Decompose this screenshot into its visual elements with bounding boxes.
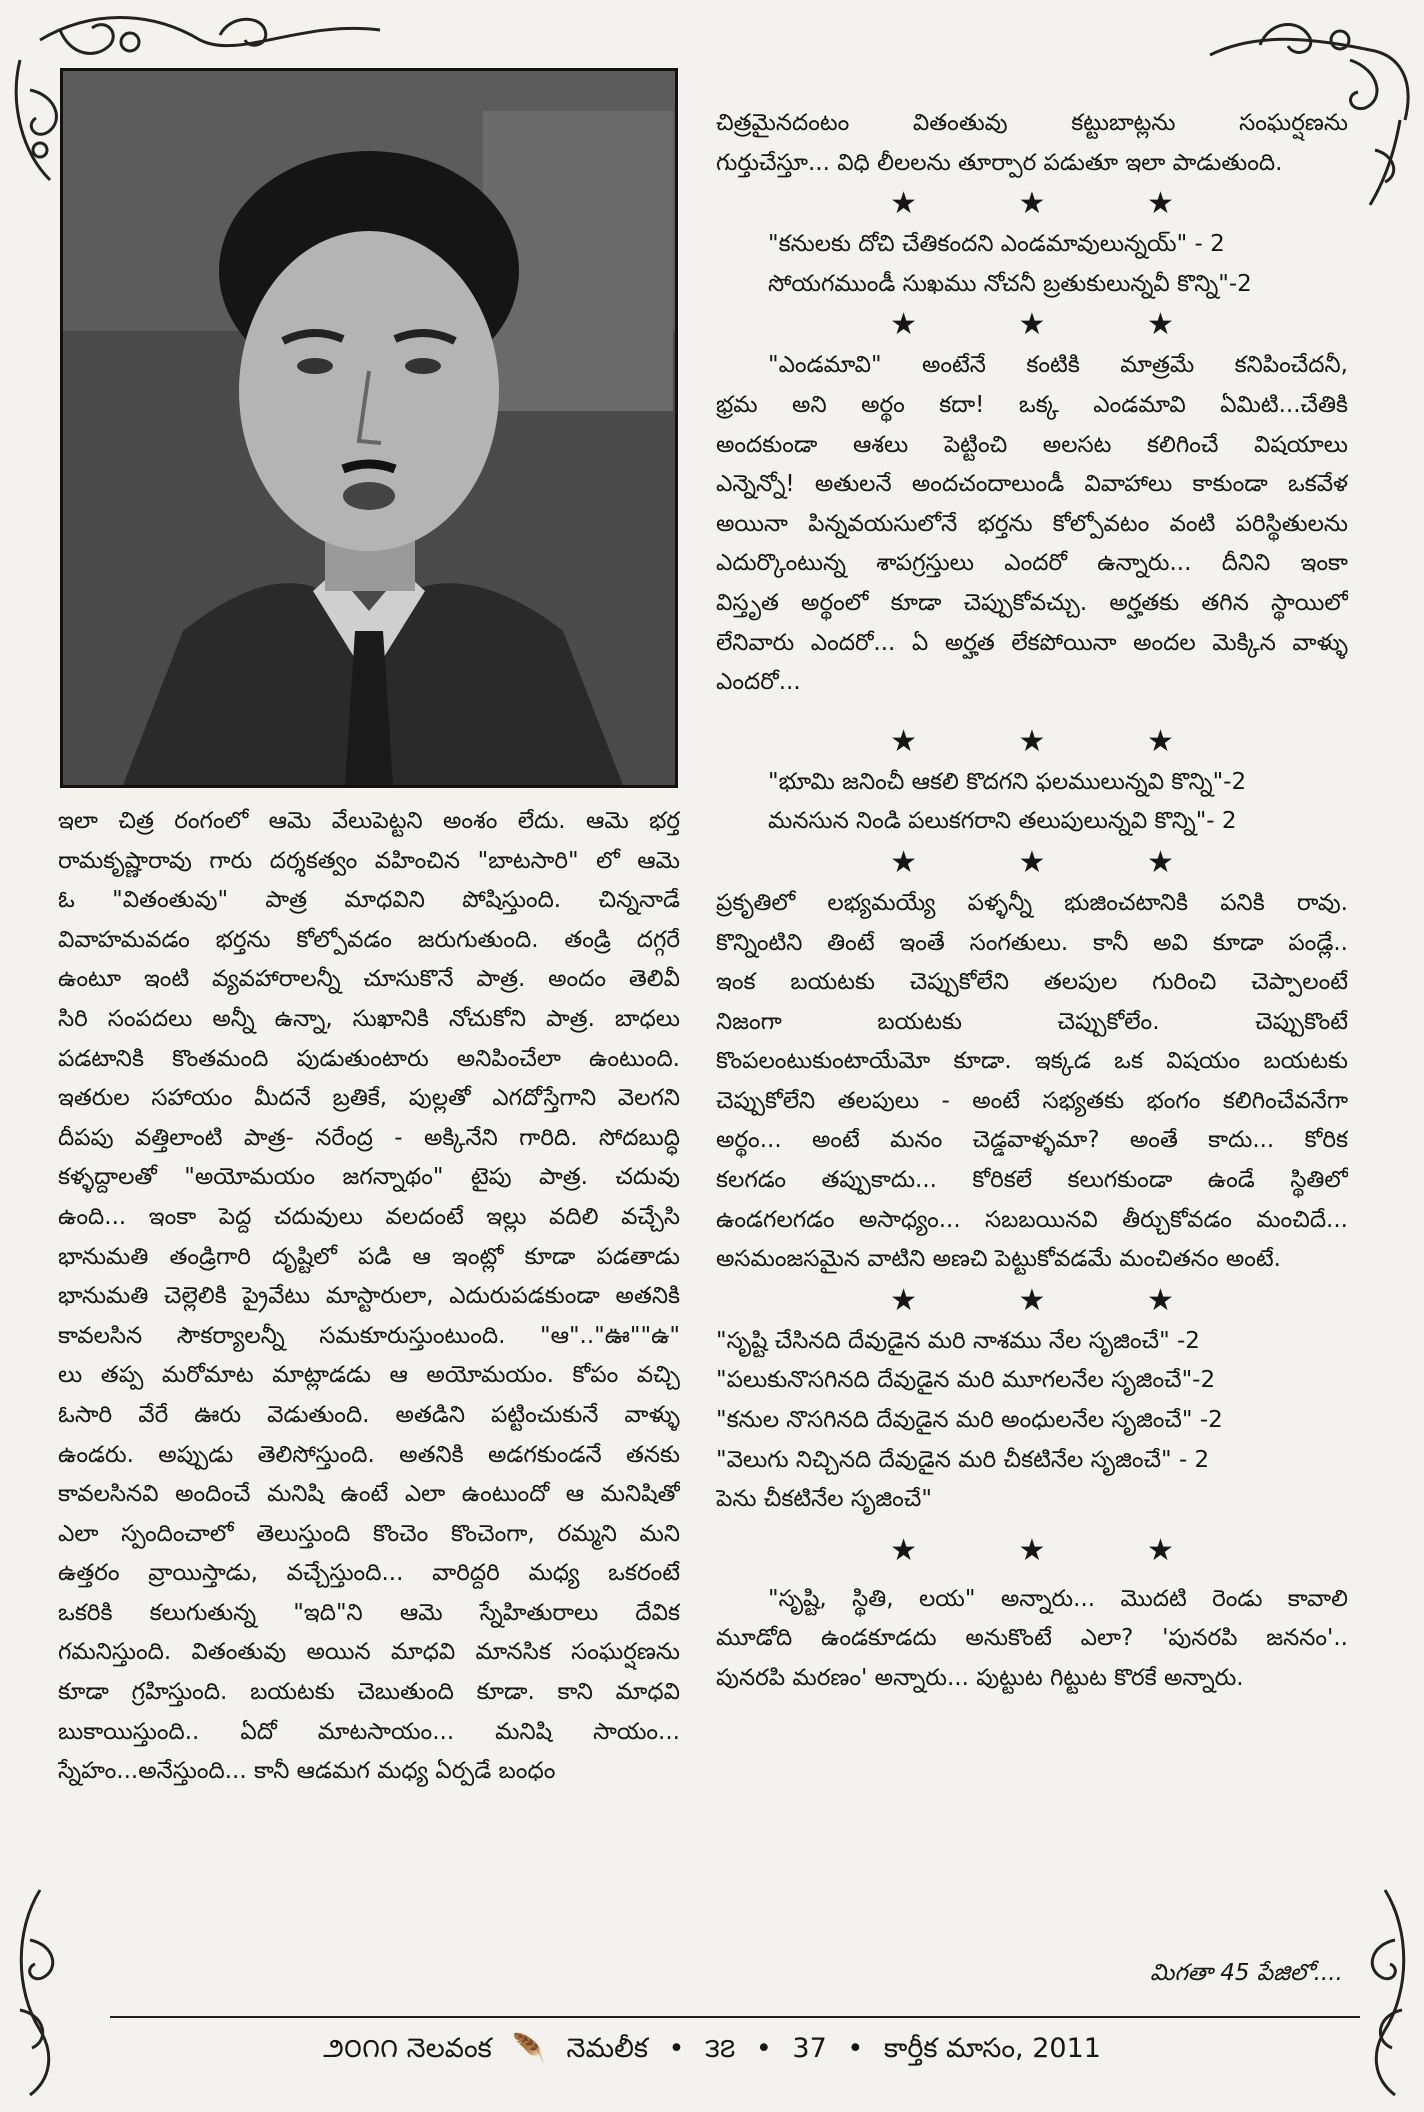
body-text-line: ఉండగలగడం అసాధ్యం... సబబయినవి తీర్చుకోవడం మంచిదే... (716, 1206, 1348, 1233)
body-text-line: ఉత్తరం వ్రాయిస్తాడు, వచ్చేస్తుంది... వారిద్దరి మధ్య ఒకరంటే (58, 1560, 680, 1587)
body-text-line: ఇంక బయటకు చెప్పుకోలేని తలపుల గురించి చెప్పాలంటే (716, 969, 1348, 996)
body-text-line: ఎలా స్పందించాలో తెలుస్తుంది కొంచెం కొంచెంగా, రమ్మని మని (58, 1520, 680, 1547)
section-separator-stars: ★ ★ ★ (890, 844, 1220, 880)
body-text-line: ఎందరో... (716, 669, 801, 696)
body-text-line: అందకుండా ఆశలు పెట్టించి అలసట కలిగించే విషయాలు (716, 431, 1348, 458)
body-text-line: అసమంజసమైన వాటిని అణచి పెట్టుకోవడమే మంచితనం అంటే. (716, 1246, 1281, 1273)
footer-separator: • (847, 2033, 864, 2064)
page-footer (0, 2032, 1424, 2071)
song-verse-line: "భూమి జనించీ ఆకలి కొదగని ఫలములున్నవి కొన్ని"-2 (768, 768, 1247, 795)
body-text-line: కొంపలంటుకుంటాయేమో కూడా. ఇక్కడ ఒక విషయం బయటకు (716, 1048, 1348, 1075)
footer-page-number: 37 (792, 2033, 827, 2064)
song-verse-line: "కనుల నొసగినది దేవుడైన మరి అంధులనేల సృజించే" -2 (716, 1407, 1223, 1434)
left-text-column (58, 802, 680, 1792)
body-text-line: కావలసినవి అందించే మనిషి ఉంటే ఎలా ఉంటుందో ఆ మనిషితో (58, 1481, 680, 1508)
right-text-column (716, 104, 1348, 1699)
body-text-line: మూడోది ఉండకూడదు అనుకొంటే ఎలా? 'పునరపి జననం'.. (716, 1625, 1348, 1652)
bottom-right-ornament (1340, 1880, 1424, 2112)
portrait-illustration (63, 71, 675, 785)
body-text-line: లు తప్ప మరోమాట మాట్లాడడు ఆ అయోమయం. కోపం వచ్చి (58, 1362, 680, 1389)
song-verse-line: "సృష్టి చేసినది దేవుడైన మరి నాశము నేల సృజించే" -2 (716, 1327, 1200, 1354)
body-text-line: ఉంది... ఇంకా పెద్ద చదువులు వలదంటే ఇల్లు వదిలి వచ్చేసి (58, 1203, 680, 1230)
footer-month: కార్తీక మాసం, 2011 (883, 2033, 1101, 2064)
body-text-line: అర్థం... అంటే మనం చెడ్డవాళ్ళమా? అంతే కాదు... కోరిక (716, 1127, 1348, 1154)
body-text-line: "సృష్టి, స్థితి, లయ" అన్నారు... మొదటి రెండు కావాలి (768, 1585, 1348, 1612)
body-text-line: "ఎండమావి" అంటేనే కంటికి మాత్రమే కనిపించేదనీ, (768, 352, 1348, 379)
body-text-line: ఎన్నెన్నో! అతులనే అందచందాలుండీ వివాహాలు కాకుండా ఒకవేళ (716, 471, 1348, 498)
footer-issue: ౩౭ (705, 2033, 736, 2064)
body-text-line: కలగడం తప్పుకాదు... కోరికలే కలుగకుండా ఉండే స్థితిలో (716, 1167, 1348, 1194)
body-text-line: ఇలా చిత్ర రంగంలో ఆమె వేలుపెట్టని అంశం లేదు. ఆమె భర్త (58, 808, 680, 834)
body-text-line: గమనిస్తుంది. వితంతువు అయిన మాధవి మానసిక సంఘర్షణను (58, 1639, 680, 1666)
body-text-line: దీపపు వత్తిలాంటి పాత్ర- నరేంద్ర - అక్కినేని గారిది. సోదబుద్ధి (58, 1124, 680, 1151)
body-text-line: కళ్ళద్దాలతో "అయోమయం జగన్నాథం" టైపు పాత్ర. చదువు (58, 1164, 680, 1191)
body-text-line: లేనివారు ఎందరో... ఏ అర్హత లేకపోయినా అందల మెక్కిన వాళ్ళు (716, 629, 1348, 656)
body-text-line: భ్రమ అని అర్థం కదా! ఒక్క ఎండమావి ఏమిటి...చేతికి (716, 391, 1348, 418)
footer-divider (110, 2016, 1360, 2018)
feather-icon: 🪶 (512, 2033, 546, 2064)
body-text-line: నిజంగా బయటకు చెప్పుకోలేం. చెప్పుకొంటే (716, 1008, 1348, 1035)
section-separator-stars: ★ ★ ★ (890, 307, 1220, 343)
section-separator-stars: ★ ★ ★ (890, 1532, 1220, 1568)
body-text-line: విస్తృత అర్థంలో కూడా చెప్పుకోవచ్చు. అర్హతకు తగిన స్థాయిలో (716, 589, 1348, 616)
song-verse-line: మనసున నిండి పలుకగరాని తలుపులున్నవి కొన్ని"- 2 (768, 808, 1237, 835)
song-verse-line: "కనులకు దోచి చేతికందని ఎండమావులున్నయ్" - 2 (768, 231, 1225, 258)
body-text-line: ఉండరు. అప్పుడు తెలిసోస్తుంది. అతనికి అడగకుండనే తనకు (58, 1441, 680, 1468)
song-verse-line: "పలుకునొసగినది దేవుడైన మరి మూగలనేల సృజించే"-2 (716, 1367, 1216, 1394)
body-text-line: భానుమతి తండ్రిగారి దృష్టిలో పడి ఆ ఇంట్లో కూడా పడతాడు (58, 1243, 680, 1270)
body-text-line: కొన్నింటిని తింటే ఇంతే సంగతులు. కానీ అవి కూడా పండ్లే.. (716, 929, 1348, 956)
section-separator-stars: ★ ★ ★ (890, 1282, 1220, 1318)
footer-magazine-title: ౨౦౧౧ నెలవంక (323, 2033, 492, 2064)
body-text-line: ఎదుర్కొంటున్న శాపగ్రస్తులు ఎందరో ఉన్నారు... దీనిని ఇంకా (716, 550, 1348, 577)
body-text-line: ఓ "వితంతువు" పాత్ర మాధవిని పోషిస్తుంది. చిన్ననాడే (58, 887, 680, 914)
body-text-line: ఉంటూ ఇంటి వ్యవహారాలన్నీ చూసుకొనే పాత్ర. అందం తెలివీ (58, 966, 680, 993)
body-text-line: పడటానికి కొంతమంది పుడుతుంటారు అనిపించేలా ఉంటుంది. (58, 1045, 680, 1072)
body-text-line: కావలసిన సౌకర్యాలన్నీ సమకూరుస్తుంటుంది. "ఆ".."ఊ""ఉ" (58, 1322, 680, 1349)
song-verse-line: సోయగముండీ సుఖము నోచనీ బ్రతుకులున్నవీ కొన్ని"-2 (768, 270, 1252, 297)
body-text-line: ప్రకృతిలో లభ్యమయ్యే పళ్ళన్నీ భుజించటానికి పనికి రావు. (716, 889, 1348, 916)
body-text-line: రామకృష్ణారావు గారు దర్శకత్వం వహించిన "బాటసారి" లో ఆమె (58, 847, 680, 874)
actor-portrait-photo (60, 68, 678, 788)
body-text-line: ఇతరుల సహాయం మీదనే బ్రతికే, పుల్లతో ఎగదోస్తేగాని వెలగని (58, 1085, 680, 1112)
body-text-line: బుకాయిస్తుంది.. ఏదో మాటసాయం... మనిషి సాయం... (58, 1718, 680, 1745)
body-text-line: సిరి సంపదలు అన్నీ ఉన్నా, సుఖానికి నోచుకోని పాత్ర. బాధలు (58, 1005, 680, 1032)
body-text-line: ఓసారి వేరే ఊరు వెడుతుంది. అతడిని పట్టించుకునే వాళ్ళు (58, 1401, 680, 1428)
continued-on-page-note: మిగతా 45 పేజిలో.... (1150, 1960, 1343, 1986)
song-verse-line: పెను చీకటినేల సృజించే" (716, 1486, 932, 1513)
footer-subtitle: నెమలీక (566, 2033, 648, 2064)
body-text-line: కూడా గ్రహిస్తుంది. బయటకు చెబుతుంది కూడా. కాని మాధవి (58, 1679, 680, 1706)
body-text-line: ఒకరికి కలుగుతున్న "ఇది"ని ఆమె స్నేహితురాలు దేవిక (58, 1599, 680, 1626)
body-text-line: వివాహమవడం భర్తను కోల్పోవడం జరుగుతుంది. తండ్రి దగ్గరే (58, 926, 680, 953)
footer-separator: • (668, 2033, 685, 2064)
body-text-line: అయినా పిన్నవయసులోనే భర్తను కోల్పోవటం వంటి పరిస్థితులను (716, 510, 1348, 537)
section-separator-stars: ★ ★ ★ (890, 723, 1220, 759)
song-verse-line: "వెలుగు నిచ్చినది దేవుడైన మరి చీకటినేల సృజించే" - 2 (716, 1446, 1210, 1473)
body-text-line: చిత్రమైనదంటం వితంతువు కట్టుబాట్లను సంఘర్షణను (716, 110, 1348, 136)
footer-separator: • (755, 2033, 772, 2064)
section-separator-stars: ★ ★ ★ (890, 186, 1220, 222)
body-text-line: చెప్పుకోలేని తలపులు - అంటే సభ్యతకు భంగం కలిగించేవనేగా (716, 1087, 1348, 1114)
body-text-line: స్నేహం...అనేస్తుంది... కానీ ఆడమగ మధ్య ఏర్పడే బంధం (58, 1758, 556, 1785)
body-text-line: భానుమతి చెల్లెలికి ప్రైవేటు మాస్టారులా, ఎదురుపడకుండా అతనికి (58, 1283, 680, 1310)
body-text-line: పునరపి మరణం' అన్నారు... పుట్టుట గిట్టుట కొరకే అన్నారు. (716, 1665, 1244, 1691)
body-text-line: గుర్తుచేస్తూ... విధి లీలలను తూర్పార పడుతూ ఇలా పాడుతుంది. (716, 149, 1283, 176)
bottom-left-ornament (0, 1880, 80, 2112)
